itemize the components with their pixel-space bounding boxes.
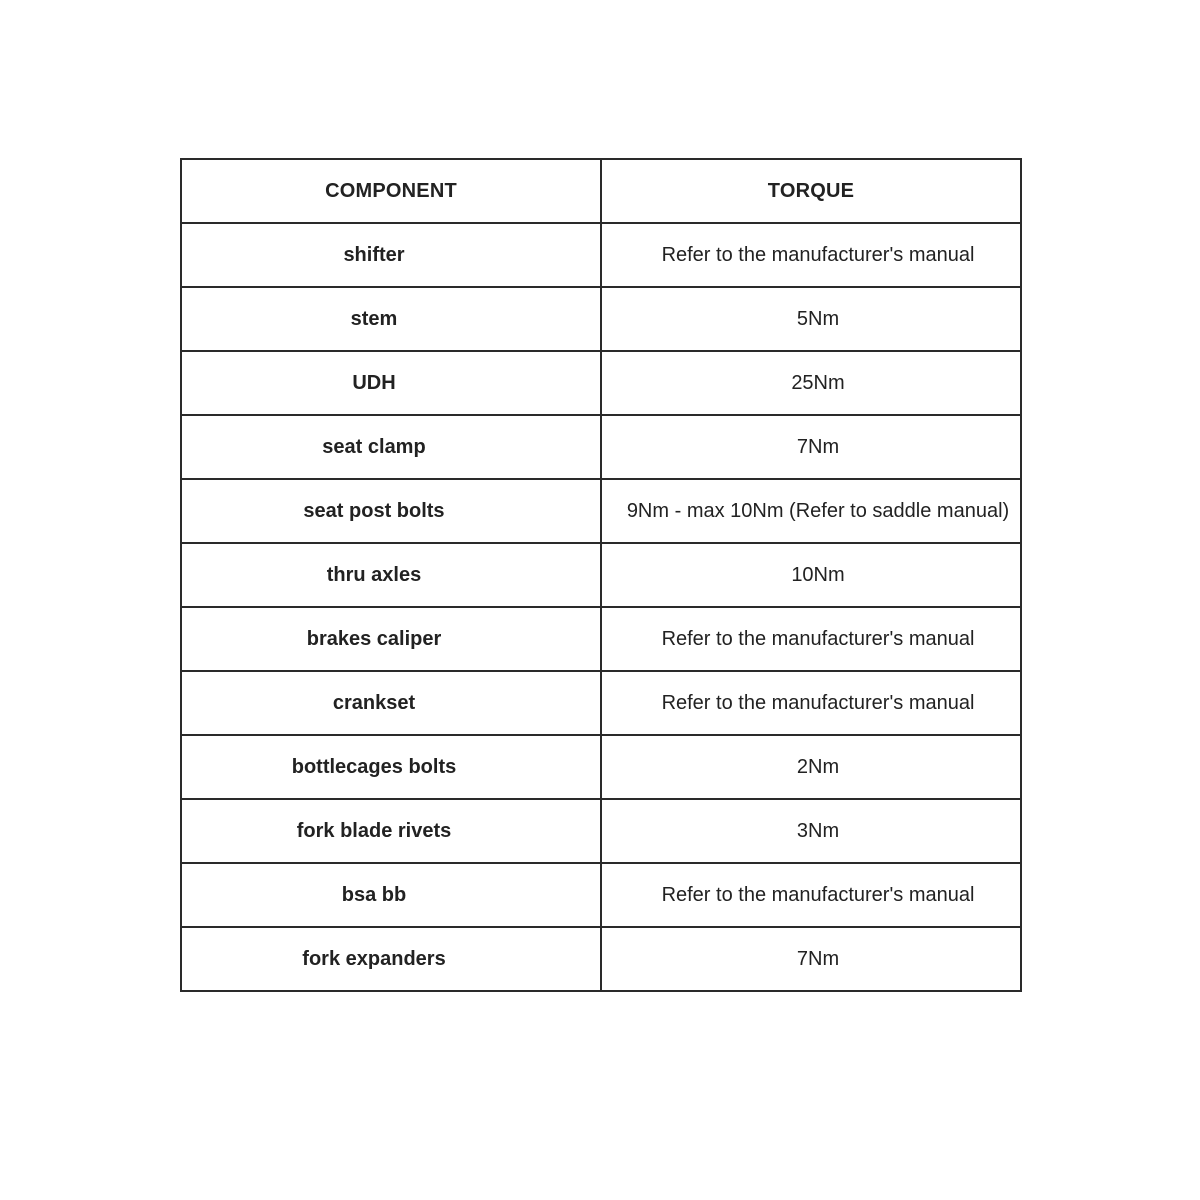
table-row — [181, 223, 1021, 287]
component-cell: bsa bb — [181, 863, 601, 927]
table-row — [181, 543, 1021, 607]
table-row — [181, 607, 1021, 671]
component-cell: brakes caliper — [181, 607, 601, 671]
table-row — [181, 671, 1021, 735]
table-row — [181, 287, 1021, 351]
torque-cell: 10Nm — [601, 543, 1021, 607]
component-cell: UDH — [181, 351, 601, 415]
component-cell: bottlecages bolts — [181, 735, 601, 799]
component-cell: fork blade rivets — [181, 799, 601, 863]
torque-cell: 9Nm - max 10Nm (Refer to saddle manual) — [601, 479, 1021, 543]
torque-cell: Refer to the manufacturer's manual — [601, 863, 1021, 927]
component-cell: seat clamp — [181, 415, 601, 479]
torque-cell: 25Nm — [601, 351, 1021, 415]
table-header-row — [181, 159, 1021, 223]
torque-cell: Refer to the manufacturer's manual — [601, 223, 1021, 287]
component-cell: crankset — [181, 671, 601, 735]
torque-cell: 5Nm — [601, 287, 1021, 351]
torque-cell: Refer to the manufacturer's manual — [601, 607, 1021, 671]
component-cell: stem — [181, 287, 601, 351]
torque-cell: 7Nm — [601, 927, 1021, 991]
torque-cell: 3Nm — [601, 799, 1021, 863]
table-row — [181, 415, 1021, 479]
table-row — [181, 799, 1021, 863]
component-cell: fork expanders — [181, 927, 601, 991]
table-row — [181, 479, 1021, 543]
table-row — [181, 927, 1021, 991]
torque-cell: Refer to the manufacturer's manual — [601, 671, 1021, 735]
table-row — [181, 735, 1021, 799]
torque-cell: 2Nm — [601, 735, 1021, 799]
component-column-header: COMPONENT — [181, 159, 601, 223]
component-cell: thru axles — [181, 543, 601, 607]
torque-column-header: TORQUE — [601, 159, 1021, 223]
table-row — [181, 351, 1021, 415]
component-cell: seat post bolts — [181, 479, 601, 543]
torque-cell: 7Nm — [601, 415, 1021, 479]
torque-table — [180, 158, 1022, 992]
table-row — [181, 863, 1021, 927]
component-cell: shifter — [181, 223, 601, 287]
